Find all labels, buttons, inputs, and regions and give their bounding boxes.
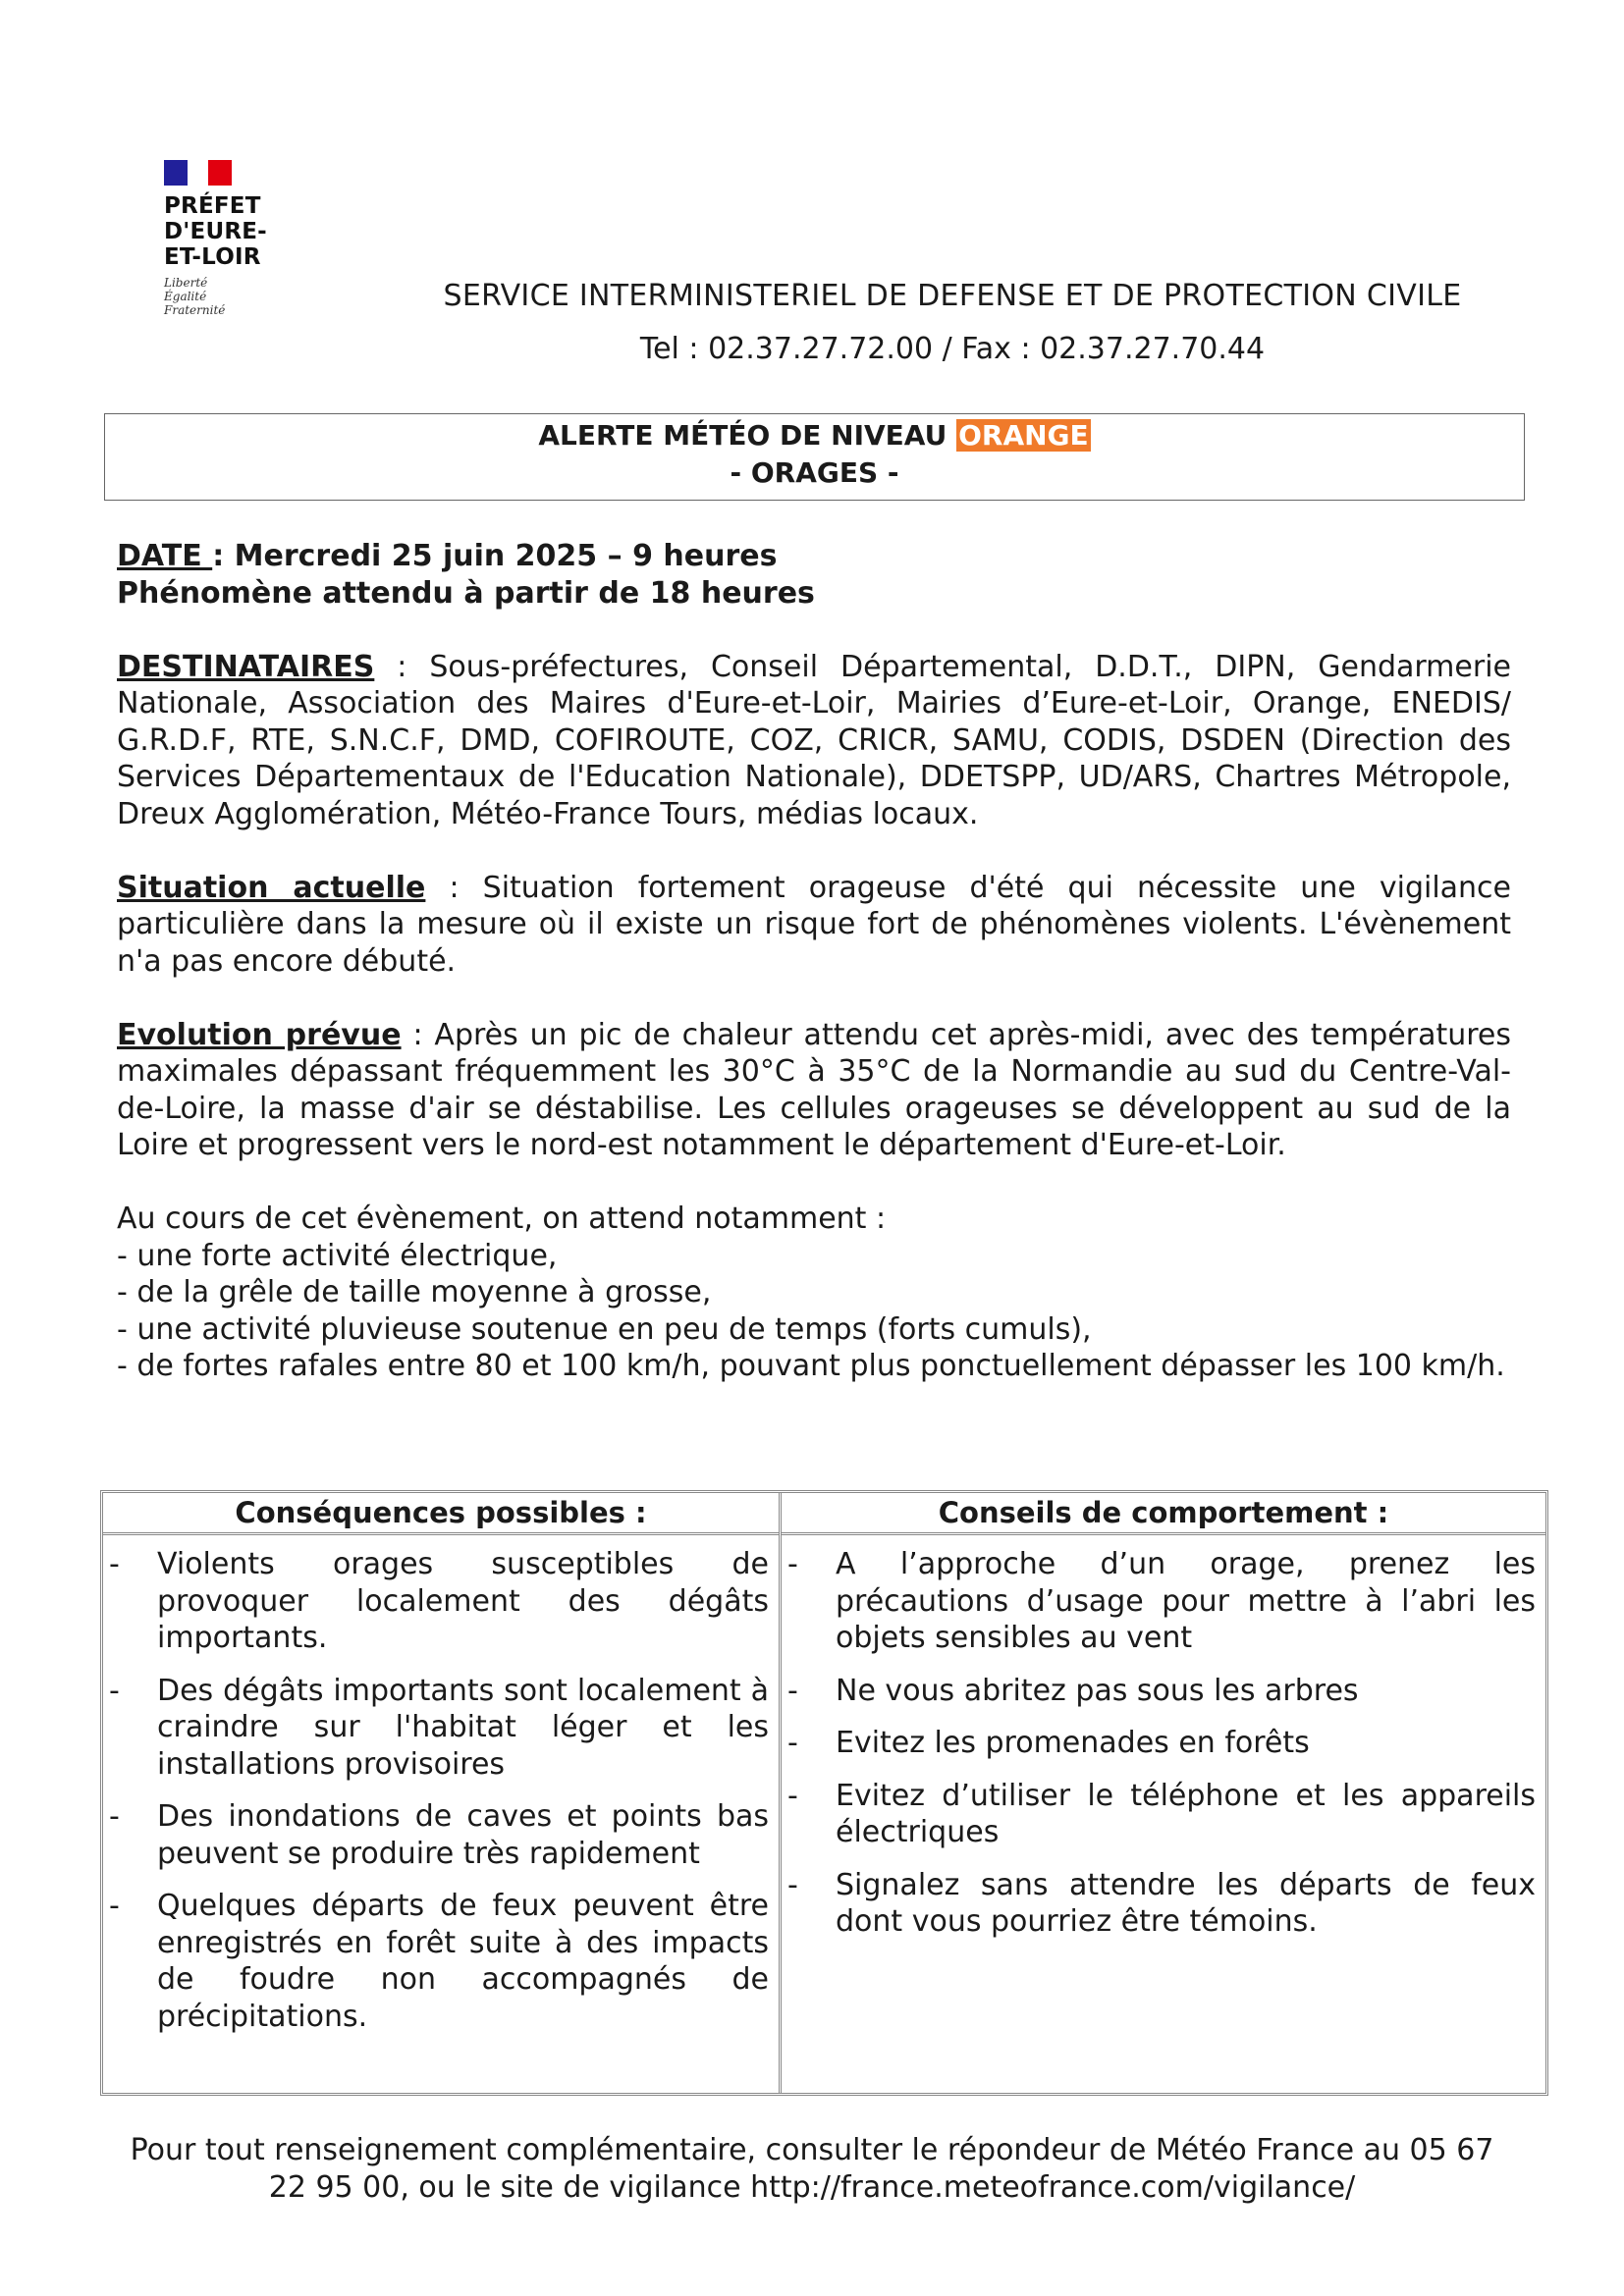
advice-header: Conseils de comportement : (782, 1493, 1545, 1535)
expected-item: - une activité pluvieuse soutenue en peu de temps (forts cumuls), (117, 1311, 1092, 1347)
consequence-item: - Quelques départs de feux peuvent être enregistrés en forêt suite à des impacts de foudre non accompagnés de précipitations. (109, 1889, 769, 2034)
consequences-header: Conséquences possibles : (103, 1493, 779, 1535)
alert-banner (104, 413, 1525, 501)
consequences-column (103, 1493, 782, 2093)
footer-note: Pour tout renseignement complémentaire, consulter le répondeur de Météo France au 05 67 22 95 00, ou le site de vigilance http://france.meteofrance.com/vigilance/ (130, 2133, 1494, 2205)
expected-item: - une forte activité électrique, (117, 1238, 558, 1273)
advice-column (782, 1493, 1545, 2093)
advice-item: - Evitez les promenades en forêts (787, 1726, 1310, 1760)
evolution-paragraph (117, 1017, 1511, 1164)
recipients-paragraph (117, 649, 1511, 833)
consequence-item: - Des dégâts importants sont localement à craindre sur l'habitat léger et les installations provisoires (109, 1673, 769, 1782)
prefecture-logo (164, 160, 272, 317)
consequence-item: - Des inondations de caves et points bas peuvent se produire très rapidement (109, 1799, 769, 1871)
alert-level-badge: ORANGE (958, 419, 1089, 452)
situation-label: Situation actuelle (117, 870, 426, 905)
alert-title: ALERTE MÉTÉO DE NIVEAU ORANGE (538, 419, 1089, 452)
logo-title: PRÉFET D'EURE- ET-LOIR (164, 193, 267, 270)
advice-item: - Signalez sans attendre les départs de feux dont vous pourriez être témoins. (787, 1867, 1536, 1939)
alert-phenomenon: - ORAGES - (730, 456, 899, 489)
expected-intro: Au cours de cet évènement, on attend notamment : (117, 1201, 887, 1236)
evolution-label: Evolution prévue (117, 1017, 402, 1052)
marianne-flag-icon (164, 160, 232, 186)
situation-paragraph (117, 870, 1511, 981)
recipients-label: DESTINATAIRES (117, 649, 375, 684)
date-line (117, 538, 1511, 575)
service-name: SERVICE INTERMINISTERIEL DE DEFENSE ET DE PROTECTION CIVILE (443, 279, 1462, 313)
phenomenon-start: Phénomène attendu à partir de 18 heures (117, 575, 815, 611)
situation-text: : Situation fortement orageuse d'été qui nécessite une vigilance particulière dans la mesure où il existe un risque fort de phénomènes violents. L'évènement n'a pas encore débuté. (117, 870, 1512, 979)
consequence-item: - Violents orages susceptibles de provoquer localement des dégâts importants. (109, 1547, 769, 1655)
document-body (117, 538, 1511, 1385)
advice-item: - A l’approche d’un orage, prenez les précautions d’usage pour mettre à l’abri les objets sensibles au vent (787, 1547, 1536, 1655)
advice-item: - Evitez d’utiliser le téléphone et les appareils électriques (787, 1778, 1536, 1849)
expected-item: - de fortes rafales entre 80 et 100 km/h, pouvant plus ponctuellement dépasser les 100 km/h. (117, 1349, 1505, 1383)
expected-item: - de la grêle de taille moyenne à grosse, (117, 1275, 712, 1309)
date-value: : Mercredi 25 juin 2025 – 9 heures (212, 539, 778, 573)
evolution-text: : Après un pic de chaleur attendu cet après-midi, avec des températures maximales dépassant fréquemment les 30°C à 35°C de la Normandie au sud du Centre-Val-de-Loire, la masse d'air se déstabilise. Les cellules orageuses se développent au sud de la Loire et progressent vers le nord-est notamment le département d'Eure-et-Loir. (117, 1017, 1511, 1162)
date-label: DATE (117, 539, 213, 573)
advice-table (100, 1490, 1548, 2096)
logo-motto: Liberté Égalité Fraternité (164, 276, 226, 317)
service-contact: Tel : 02.37.27.72.00 / Fax : 02.37.27.70.44 (639, 332, 1266, 366)
advice-item: - Ne vous abritez pas sous les arbres (787, 1673, 1359, 1708)
recipients-text: : Sous-préfectures, Conseil Départemental, D.D.T., DIPN, Gendarmerie Nationale, Association des Maires d'Eure-et-Loir, Mairies d’Eure-et-Loir, Orange, ENEDIS/ G.R.D.F, RTE, S.N.C.F, DMD, COFIROUTE, COZ, CRICR, SAMU, CODIS, DSDEN (Direction des Services Départementaux de l'Education Nationale), DDETSPP, UD/ARS, Chartres Métropole, Dreux Agglomération, Météo-France Tours, médias locaux. (117, 649, 1511, 831)
